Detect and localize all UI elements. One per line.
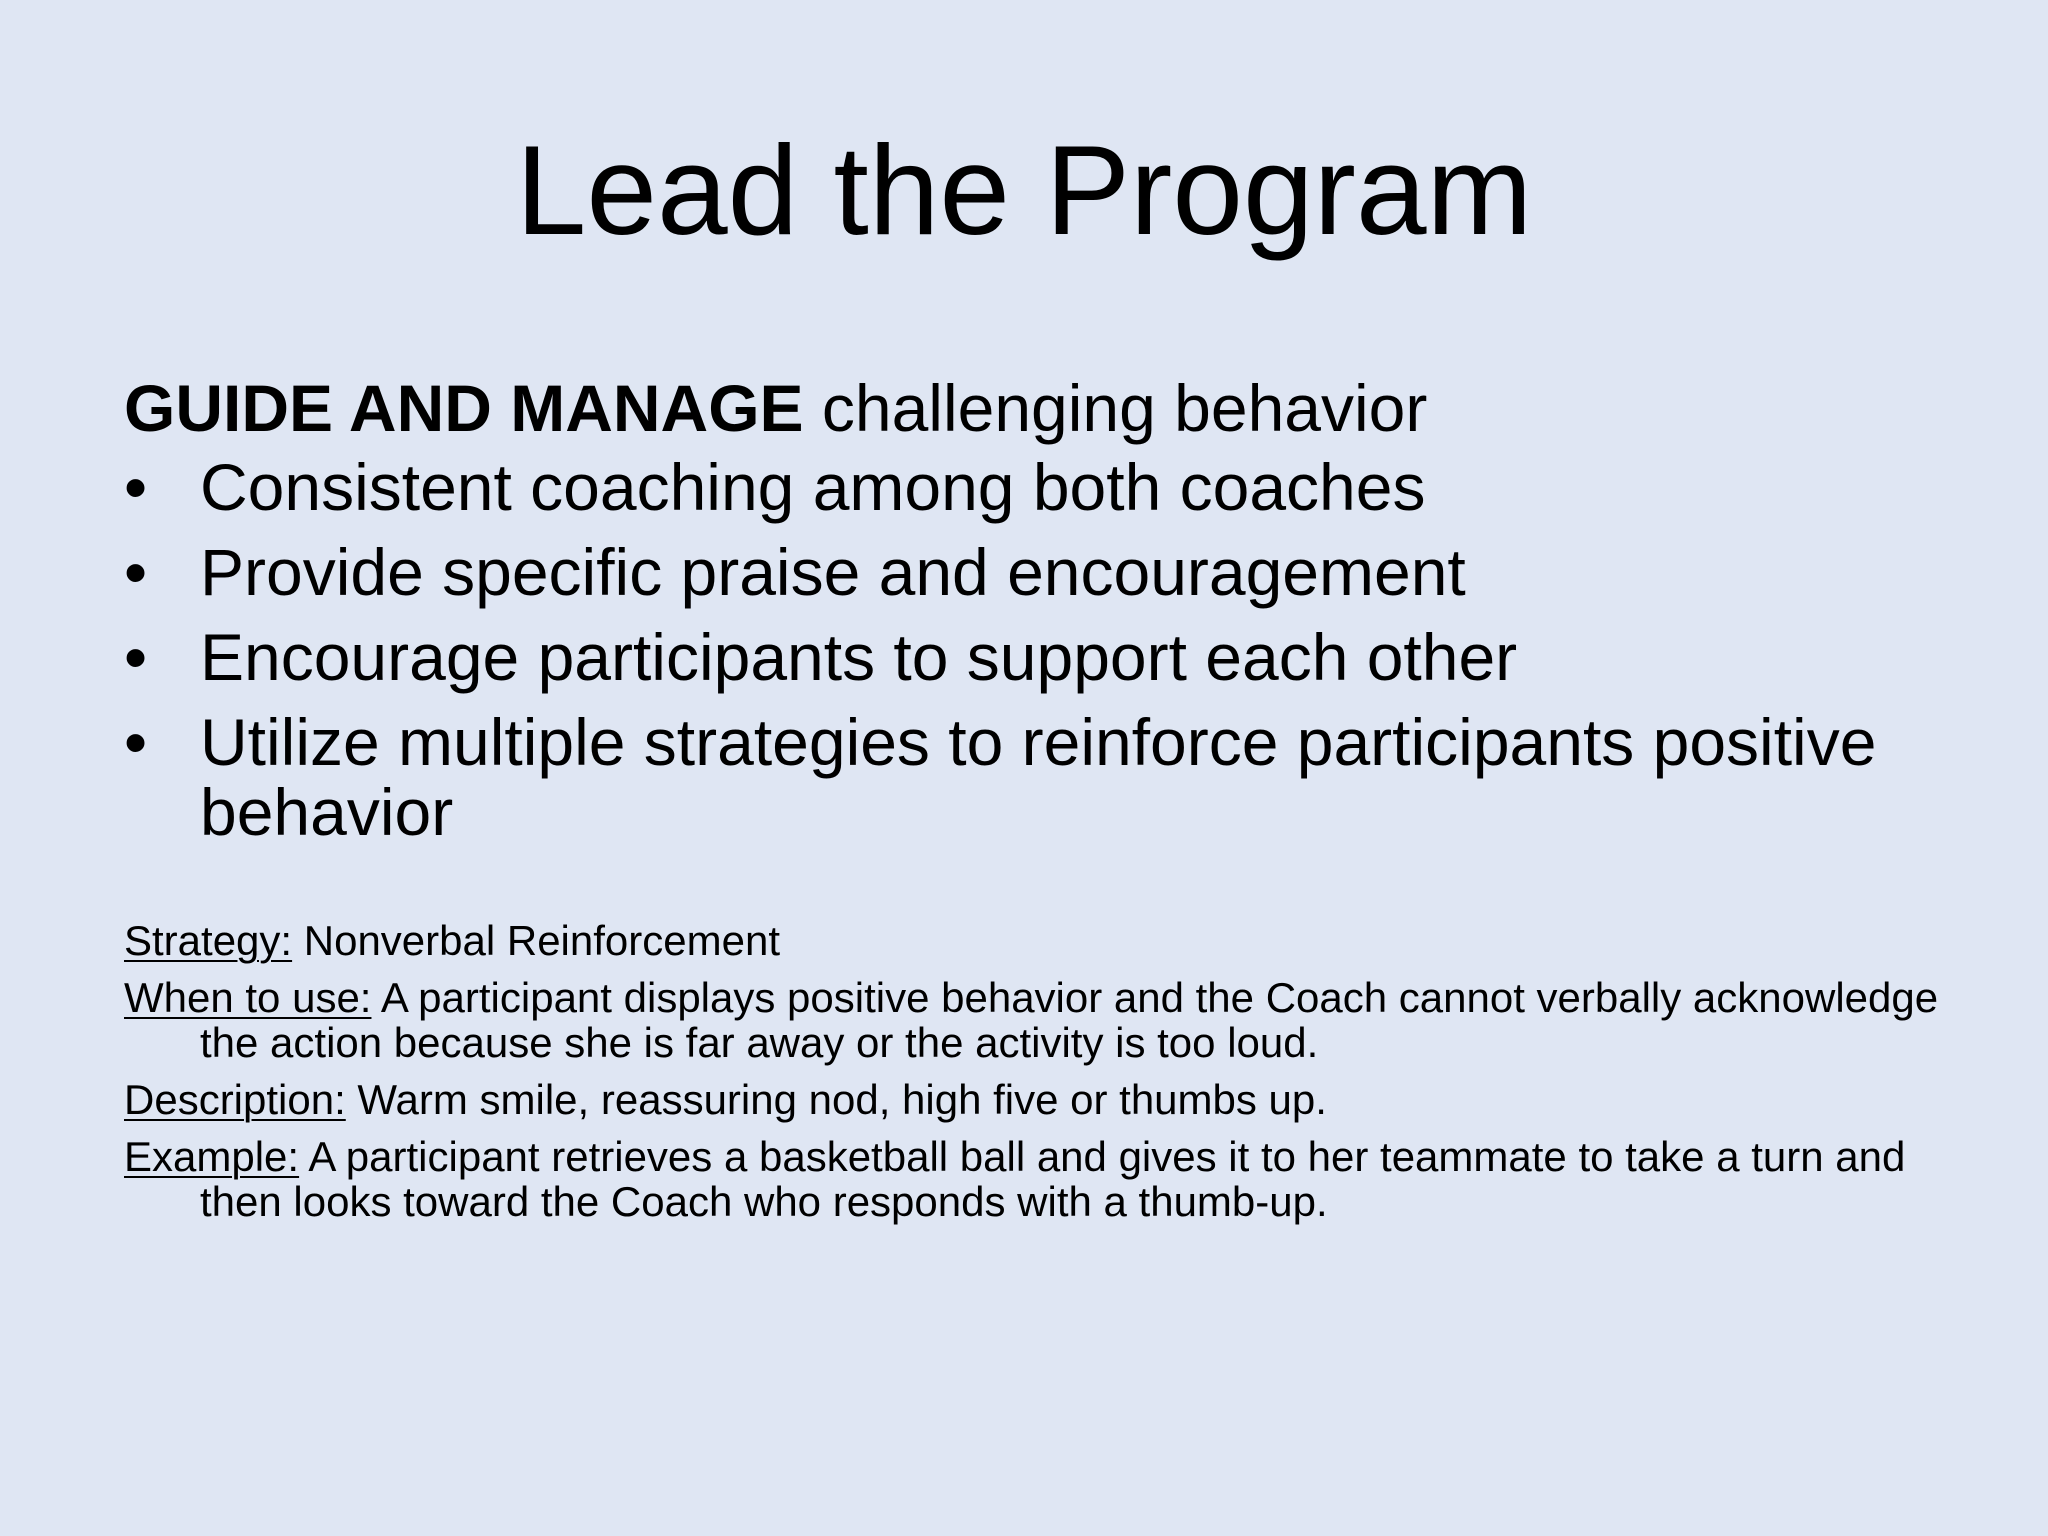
bullet-item <box>124 707 1974 847</box>
bullet-item <box>124 452 1974 522</box>
detail-label: Strategy: <box>124 917 293 964</box>
detail-text: A participant retrieves a basketball ball and gives it to her teammate to take a turn and then looks toward the Coach who responds with a thumb-up. <box>200 1133 1906 1225</box>
bullet-text: Provide specific praise and encouragement <box>200 535 1466 609</box>
detail-label: When to use: <box>124 974 372 1021</box>
detail-label: Description: <box>124 1076 346 1123</box>
section-heading <box>124 368 1427 448</box>
detail-description <box>124 1077 1984 1122</box>
bullet-icon: • <box>124 705 148 779</box>
detail-example <box>124 1134 1984 1224</box>
bullet-text: Utilize multiple strategies to reinforce participants positive behavior <box>200 705 1877 849</box>
section-heading-bold: GUIDE AND MANAGE <box>124 371 804 445</box>
bullet-item <box>124 622 1974 692</box>
detail-text: Nonverbal Reinforcement <box>292 917 780 964</box>
detail-when-to-use <box>124 975 1984 1065</box>
bullet-text: Encourage participants to support each other <box>200 620 1518 694</box>
detail-label: Example: <box>124 1133 300 1180</box>
bullet-icon: • <box>124 620 148 694</box>
bullet-text: Consistent coaching among both coaches <box>200 450 1426 524</box>
bullet-list <box>124 452 1974 862</box>
detail-text: A participant displays positive behavior and the Coach cannot verbally acknowledge the action because she is far away or the activity is too loud. <box>200 974 1939 1066</box>
detail-text: Warm smile, reassuring nod, high five or thumbs up. <box>345 1076 1327 1123</box>
detail-strategy <box>124 918 1984 963</box>
strategy-details <box>124 918 1984 1236</box>
bullet-icon: • <box>124 535 148 609</box>
bullet-icon: • <box>124 450 148 524</box>
slide-title: Lead the Program <box>515 119 1533 261</box>
section-heading-rest: challenging behavior <box>803 371 1428 445</box>
bullet-item <box>124 537 1974 607</box>
